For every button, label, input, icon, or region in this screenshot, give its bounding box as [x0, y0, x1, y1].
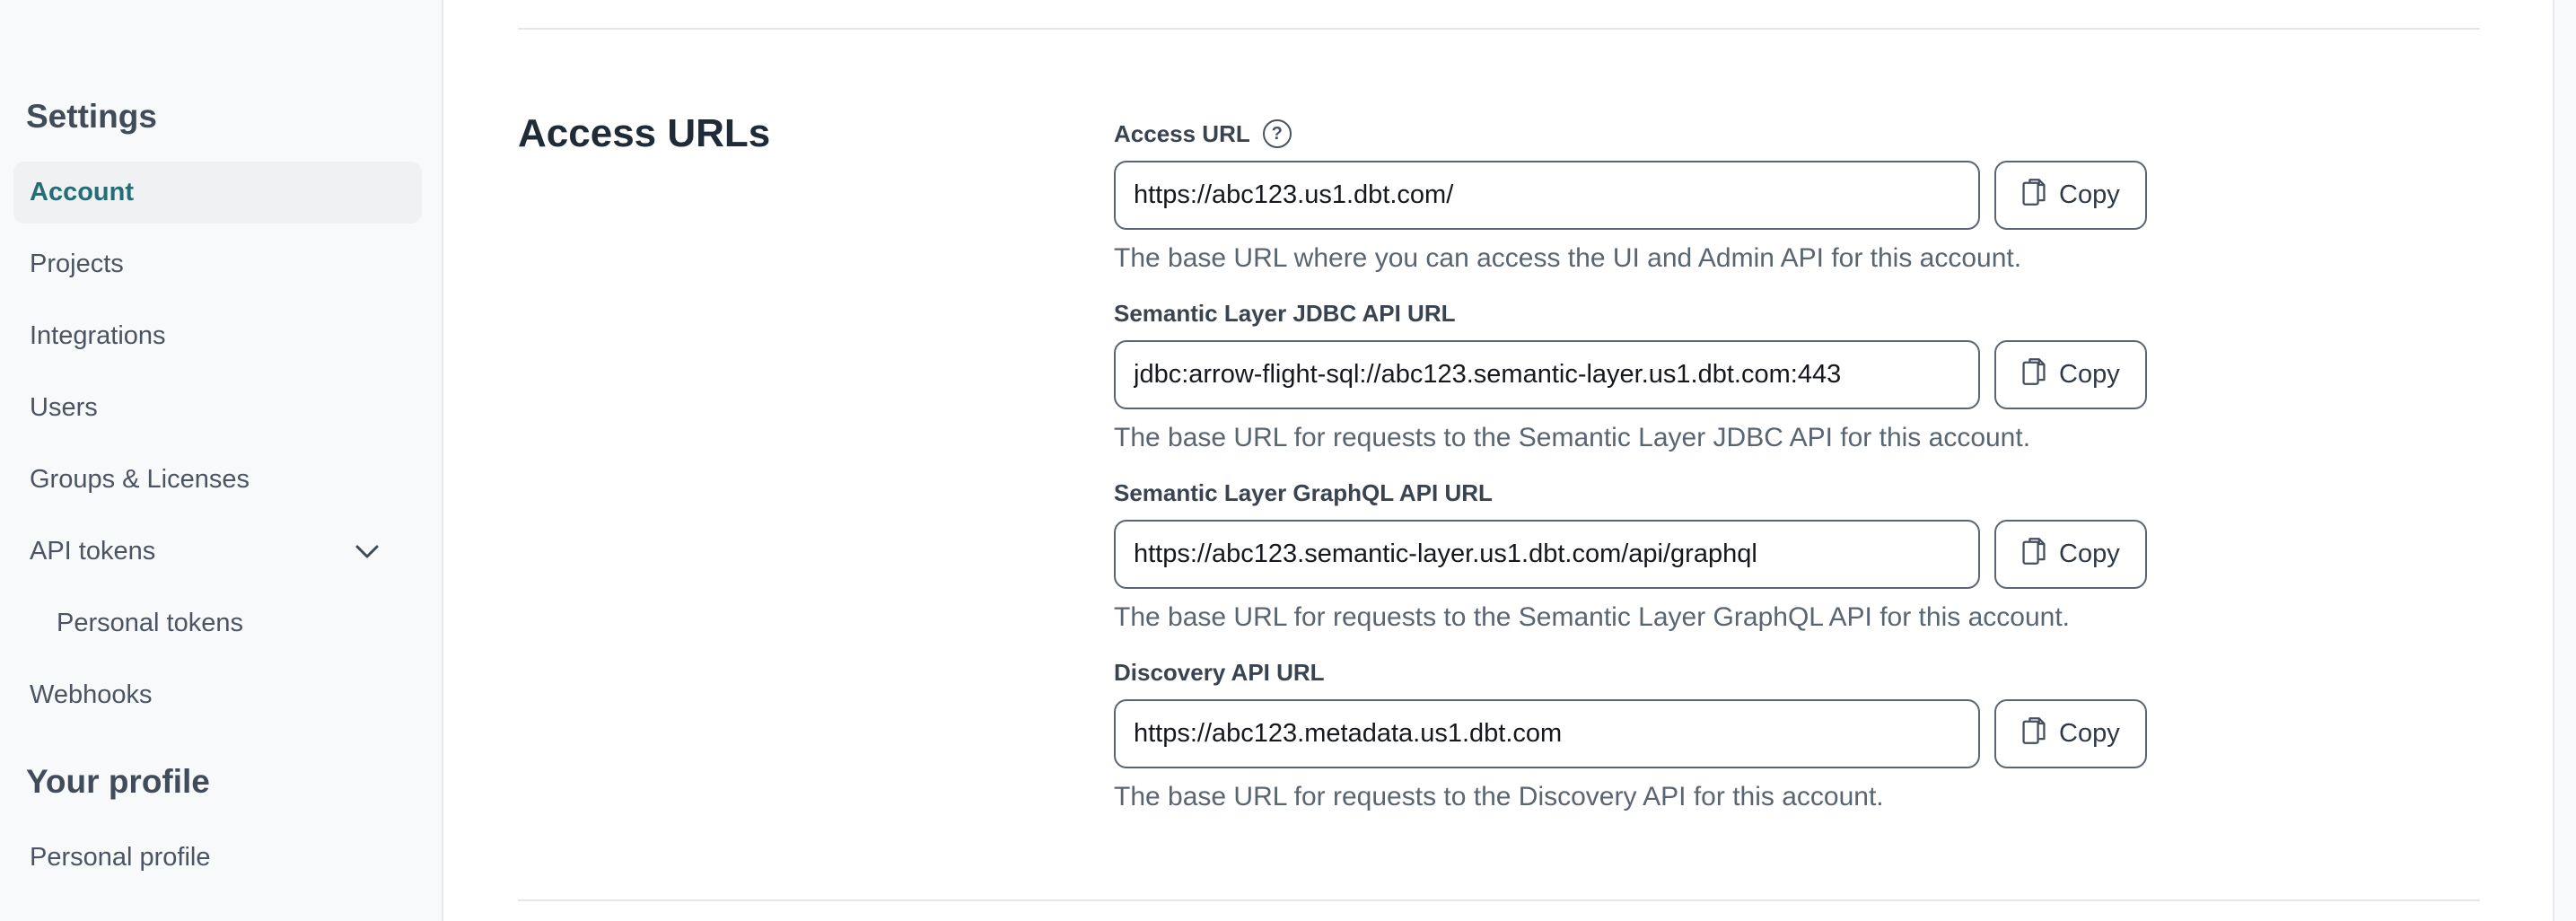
sidebar-item-label: Integrations	[30, 321, 166, 350]
field-access-url	[1114, 119, 2480, 275]
sidebar-heading-your-profile: Your profile	[26, 763, 210, 800]
sidebar-item-label: Groups & Licenses	[30, 465, 250, 494]
field-label: Access URL	[1114, 120, 1250, 147]
semantic-layer-jdbc-api-url-input[interactable]	[1114, 340, 1980, 409]
copy-icon	[2021, 178, 2046, 214]
field-label: Discovery API URL	[1114, 659, 1325, 686]
copy-graphql-url-button[interactable]	[1994, 520, 2147, 589]
sidebar-item-projects[interactable]	[13, 233, 422, 295]
sidebar-item-integrations[interactable]	[13, 305, 422, 367]
copy-button-label: Copy	[2059, 360, 2120, 389]
sidebar-item-account[interactable]	[13, 162, 422, 224]
sidebar-item-label: Users	[30, 393, 98, 422]
field-semantic-layer-jdbc-api-url	[1114, 299, 2480, 454]
sidebar-item-webhooks[interactable]	[13, 664, 422, 726]
sidebar-item-personal-tokens[interactable]	[13, 592, 422, 654]
scrollbar-gutter[interactable]	[2553, 0, 2576, 921]
copy-access-url-button[interactable]	[1994, 161, 2147, 230]
sidebar-item-label: Personal tokens	[57, 609, 243, 637]
field-help-text: The base URL for requests to the Discovery API for this account.	[1114, 782, 1884, 811]
sidebar-item-users[interactable]	[13, 377, 422, 439]
field-help-text: The base URL for requests to the Semantic Layer GraphQL API for this account.	[1114, 602, 2070, 632]
sidebar-item-personal-profile[interactable]	[13, 827, 422, 889]
sidebar-item-label: Webhooks	[30, 680, 153, 709]
field-semantic-layer-graphql-api-url	[1114, 478, 2480, 634]
copy-discovery-url-button[interactable]	[1994, 699, 2147, 768]
account-settings-main	[443, 0, 2553, 921]
semantic-layer-graphql-api-url-input[interactable]	[1114, 520, 1980, 589]
sidebar-item-label: Personal profile	[30, 843, 211, 872]
discovery-api-url-input[interactable]	[1114, 699, 1980, 768]
copy-button-label: Copy	[2059, 539, 2120, 568]
sidebar-item-label: Account	[30, 178, 134, 206]
access-urls-form	[1114, 119, 2480, 838]
field-label: Semantic Layer JDBC API URL	[1114, 300, 1456, 327]
sidebar-item-label: Projects	[30, 250, 124, 278]
field-discovery-api-url	[1114, 658, 2480, 813]
copy-icon	[2021, 357, 2046, 393]
section-divider-top	[518, 28, 2480, 30]
copy-button-label: Copy	[2059, 180, 2120, 209]
field-help-text: The base URL for requests to the Semantic Layer JDBC API for this account.	[1114, 423, 2031, 452]
help-circle-icon[interactable]: ?	[1263, 119, 1292, 148]
copy-button-label: Copy	[2059, 719, 2120, 748]
sidebar-item-label: API tokens	[30, 537, 156, 566]
sidebar-item-api-tokens[interactable]	[13, 521, 422, 583]
field-label: Semantic Layer GraphQL API URL	[1114, 479, 1493, 506]
access-url-input[interactable]	[1114, 161, 1980, 230]
sidebar-heading-settings: Settings	[26, 98, 157, 135]
section-divider-bottom	[518, 899, 2480, 901]
field-help-text: The base URL where you can access the UI and Admin API for this account.	[1114, 243, 2022, 273]
copy-icon	[2021, 537, 2046, 573]
section-title-access-urls: Access URLs	[518, 111, 771, 155]
sidebar-item-groups-licenses[interactable]	[13, 449, 422, 511]
settings-sidebar	[0, 0, 443, 921]
copy-icon	[2021, 716, 2046, 752]
chevron-down-icon[interactable]	[355, 545, 379, 559]
copy-jdbc-url-button[interactable]	[1994, 340, 2147, 409]
